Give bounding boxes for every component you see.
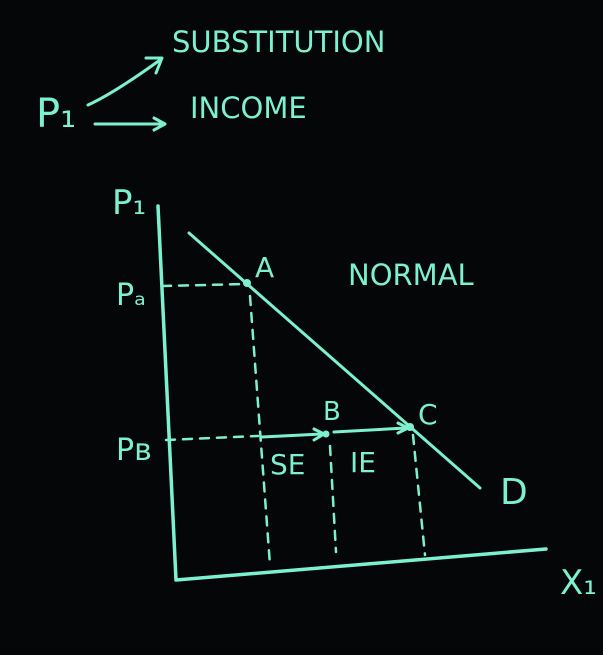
substitution-label: SUBSTITUTION xyxy=(172,25,386,59)
price-b-label: Pʙ xyxy=(116,433,152,468)
normal-good-label: NORMAL xyxy=(348,258,474,292)
ie-label: IE xyxy=(350,446,376,479)
point-b xyxy=(323,431,330,438)
a-vertical-dash xyxy=(250,296,270,565)
b-vertical-dash xyxy=(330,446,336,552)
demand-label: D xyxy=(500,472,528,513)
point-c-label: C xyxy=(418,398,438,431)
income-label: INCOME xyxy=(190,91,307,125)
header-price-label: P₁ xyxy=(36,91,77,137)
pa-horizontal-dash xyxy=(162,284,246,286)
c-vertical-dash xyxy=(413,435,425,555)
se-label: SE xyxy=(270,448,306,481)
pb-horizontal-dash xyxy=(166,436,258,440)
x-axis-label: X₁ xyxy=(560,563,597,603)
point-a xyxy=(243,279,251,287)
substitution-effect-arrow xyxy=(262,434,322,437)
point-a-label: A xyxy=(255,251,275,284)
price-a-label: Pₐ xyxy=(116,278,146,313)
arrow-to-substitution xyxy=(88,60,160,105)
y-axis-label: P₁ xyxy=(112,183,147,223)
income-effect-arrow xyxy=(334,428,406,432)
point-c xyxy=(406,423,414,431)
point-b-label: B xyxy=(323,397,341,427)
